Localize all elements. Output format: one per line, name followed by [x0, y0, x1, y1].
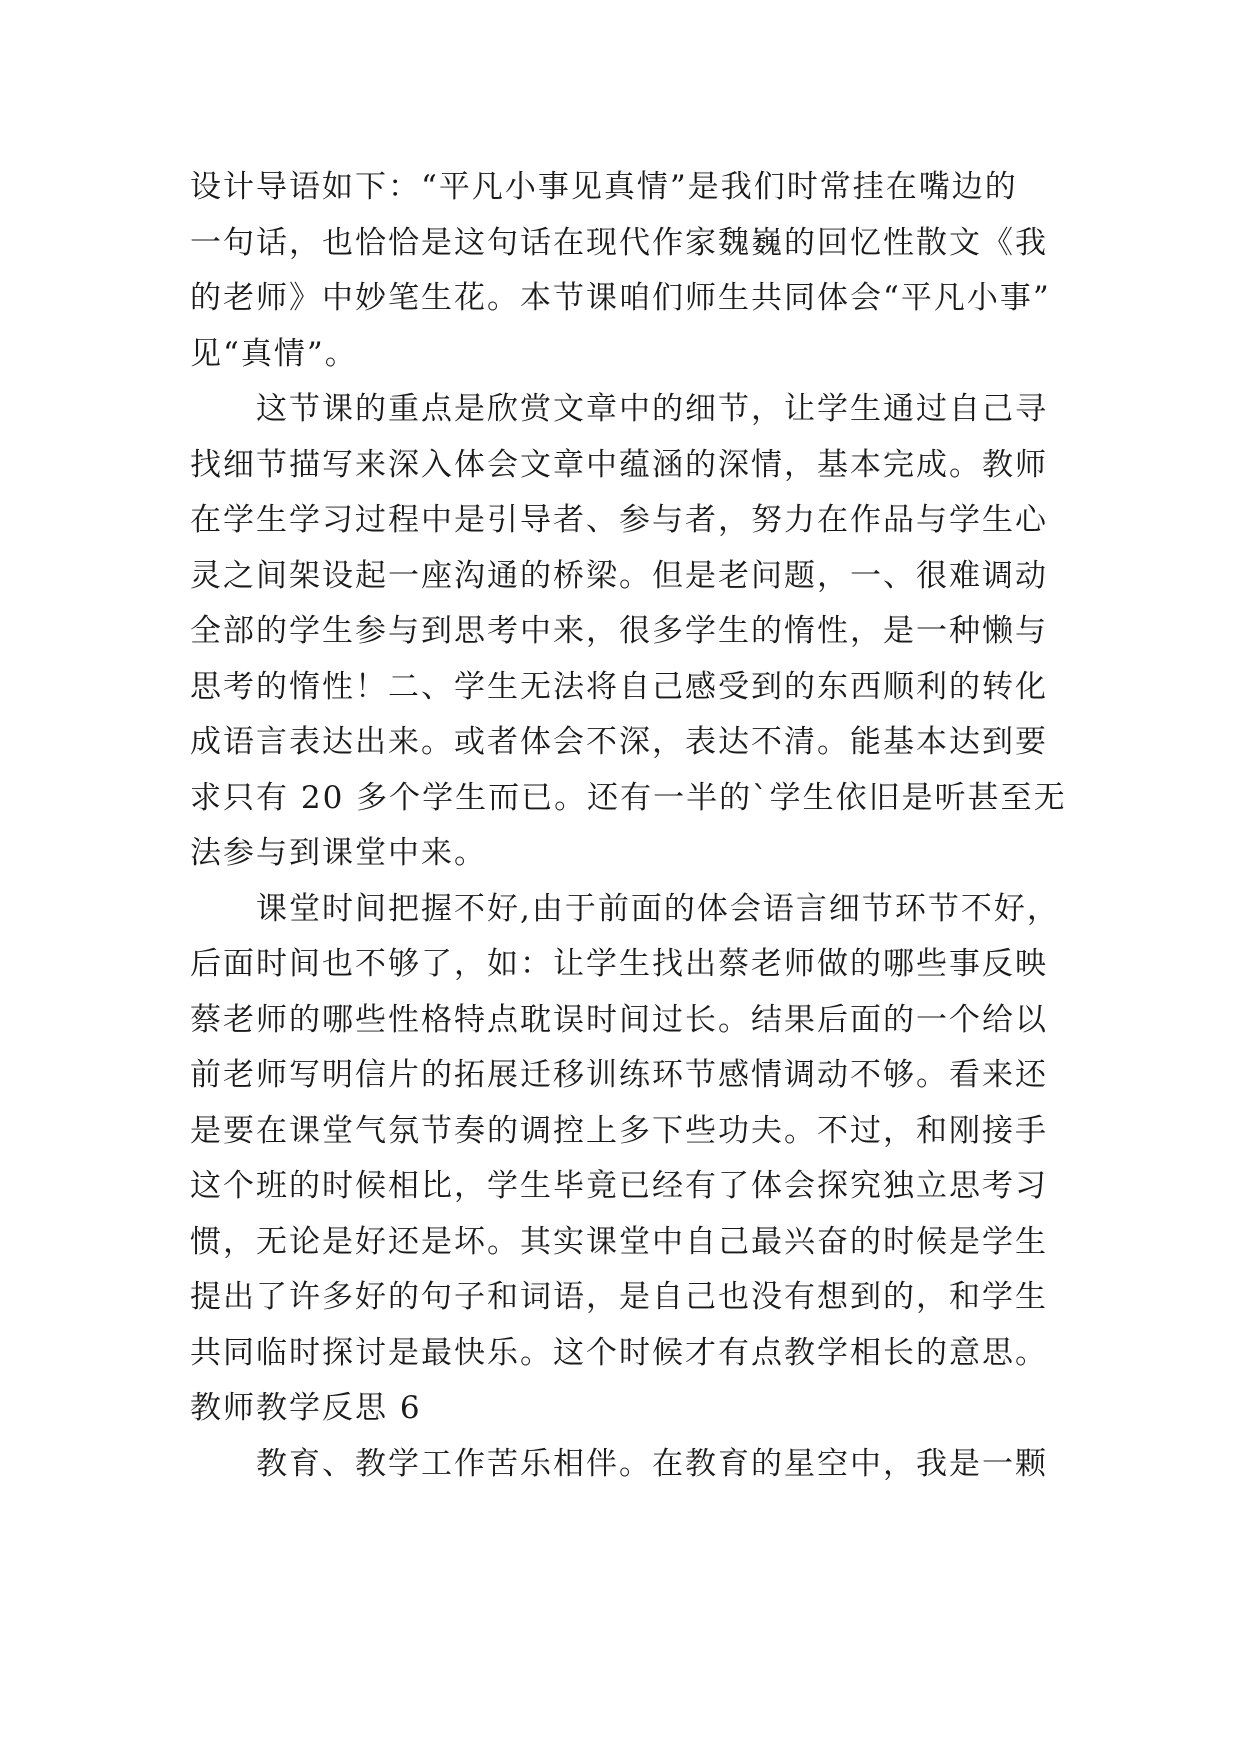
text-line: 一句话，也恰恰是这句话在现代作家魏巍的回忆性散文《我	[190, 224, 1048, 261]
text-line: 灵之间架设起一座沟通的桥梁。但是老问题，一、很难调动	[190, 557, 1048, 594]
text-line: 找细节描写来深入体会文章中蕴涵的深情，基本完成。教师	[190, 446, 1048, 483]
text-line: 提出了许多好的句子和词语，是自己也没有想到的，和学生	[190, 1279, 1048, 1315]
text-line: 法参与到课堂中来。	[190, 835, 487, 871]
text-line: 这个班的时候相比，学生毕竟已经有了体会探究独立思考习	[190, 1168, 1048, 1204]
text-line: 共同临时探讨是最快乐。这个时候才有点教学相长的意思。	[190, 1334, 1048, 1371]
text-line: 求只有 20 多个学生而已。还有一半的`学生依旧是听甚至无	[190, 779, 1067, 816]
text-line: 思考的惰性！二、学生无法将自己感受到的东西顺利的转化	[190, 668, 1048, 705]
text-line: 惯，无论是好还是坏。其实课堂中自己最兴奋的时候是学生	[190, 1223, 1048, 1260]
text-line: 是要在课堂气氛节奏的调控上多下些功夫。不过，和刚接手	[190, 1112, 1048, 1149]
text-line: 后面时间也不够了，如：让学生找出蔡老师做的哪些事反映	[190, 946, 1048, 982]
text-line: 成语言表达出来。或者体会不深，表达不清。能基本达到要	[190, 724, 1048, 760]
paragraph-first-line: 课堂时间把握不好,由于前面的体会语言细节环节不好，	[256, 890, 1060, 927]
text-line: 前老师写明信片的拓展迁移训练环节感情调动不够。看来还	[190, 1057, 1048, 1093]
paragraph-first-line: 这节课的重点是欣赏文章中的细节，让学生通过自己寻	[256, 391, 1048, 427]
document-body	[190, 160, 1070, 1492]
paragraph-first-line: 教育、教学工作苦乐相伴。在教育的星空中，我是一颗	[256, 1445, 1048, 1482]
text-line: 见“真情”。	[190, 335, 358, 372]
text-line: 的老师》中妙笔生花。本节课咱们师生共同体会“平凡小事”	[190, 280, 1051, 316]
text-line: 在学生学习过程中是引导者、参与者，努力在作品与学生心	[190, 502, 1048, 538]
text-line: 设计导语如下：“平凡小事见真情”是我们时常挂在嘴边的	[190, 169, 1018, 205]
text-line: 蔡老师的哪些性格特点耽误时间过长。结果后面的一个给以	[190, 1001, 1048, 1038]
section-heading: 教师教学反思 6	[190, 1390, 422, 1426]
text-line: 全部的学生参与到思考中来，很多学生的惰性，是一种懒与	[190, 613, 1048, 649]
